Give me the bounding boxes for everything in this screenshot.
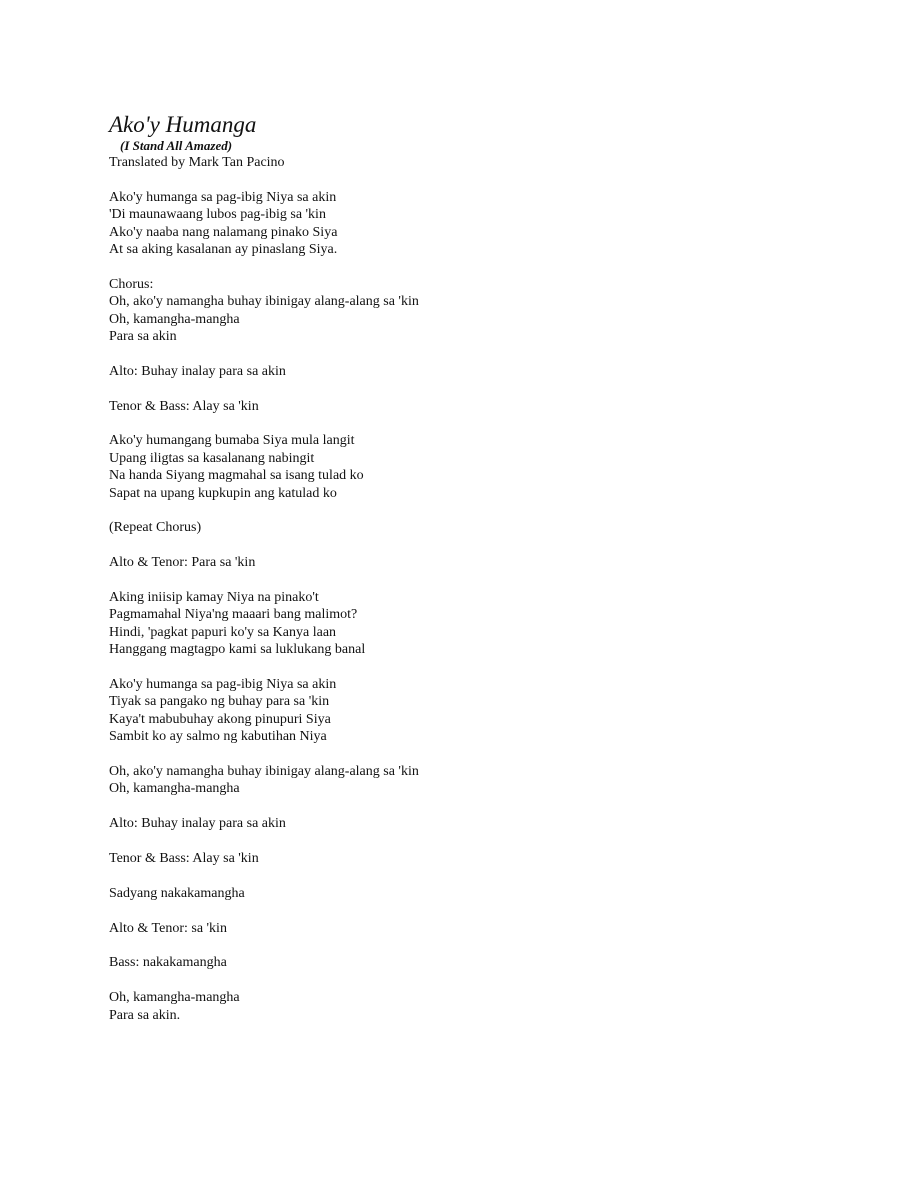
stanza bbox=[109, 432, 869, 502]
lyric-line: At sa aking kasalanan ay pinaslang Siya. bbox=[109, 242, 338, 258]
song-title: Ako'y Humanga bbox=[109, 112, 257, 137]
stanza bbox=[109, 815, 869, 832]
lyric-line: Sambit ko ay salmo ng kabutihan Niya bbox=[109, 729, 327, 745]
stanza bbox=[109, 989, 869, 1024]
lyric-line: Alto & Tenor: Para sa 'kin bbox=[109, 555, 256, 571]
lyric-line: Alto: Buhay inalay para sa akin bbox=[109, 363, 286, 379]
translator-byline: Translated by Mark Tan Pacino bbox=[109, 155, 285, 170]
lyrics-body bbox=[109, 189, 869, 1024]
stanza bbox=[109, 676, 869, 746]
lyric-line: Para sa akin bbox=[109, 329, 177, 345]
lyric-line: Sadyang nakakamangha bbox=[109, 885, 245, 901]
lyric-line: Oh, ako'y namangha buhay ibinigay alang-alang sa 'kin bbox=[109, 294, 419, 310]
lyric-line: Ako'y humanga sa pag-ibig Niya sa akin bbox=[109, 677, 337, 693]
lyric-line: (Repeat Chorus) bbox=[109, 520, 202, 536]
lyric-line: Tenor & Bass: Alay sa 'kin bbox=[109, 398, 259, 414]
lyric-line: Kaya't mabubuhay akong pinupuri Siya bbox=[109, 711, 331, 727]
lyric-line: Chorus: bbox=[109, 276, 154, 292]
stanza bbox=[109, 398, 869, 415]
stanza bbox=[109, 189, 869, 259]
stanza bbox=[109, 554, 869, 571]
stanza bbox=[109, 589, 869, 659]
lyric-line: Bass: nakakamangha bbox=[109, 955, 227, 971]
stanza bbox=[109, 885, 869, 902]
lyric-line: Hindi, 'pagkat papuri ko'y sa Kanya laan bbox=[109, 624, 337, 640]
lyric-line: Ako'y humanga sa pag-ibig Niya sa akin bbox=[109, 189, 337, 205]
lyric-line: Ako'y naaba nang nalamang pinako Siya bbox=[109, 224, 338, 240]
song-subtitle: (I Stand All Amazed) bbox=[120, 138, 233, 153]
lyric-line: Tenor & Bass: Alay sa 'kin bbox=[109, 851, 259, 867]
stanza bbox=[109, 850, 869, 867]
lyric-line: Ako'y humangang bumaba Siya mula langit bbox=[109, 433, 355, 449]
lyric-line: Aking iniisip kamay Niya na pinako't bbox=[109, 590, 319, 606]
stanza bbox=[109, 763, 869, 798]
lyric-line: Upang iligtas sa kasalanang nabingit bbox=[109, 450, 315, 466]
stanza bbox=[109, 276, 869, 346]
lyric-line: Alto & Tenor: sa 'kin bbox=[109, 920, 227, 936]
lyric-line: Oh, kamangha-mangha bbox=[109, 311, 240, 327]
lyric-line: Oh, ako'y namangha buhay ibinigay alang-alang sa 'kin bbox=[109, 764, 419, 780]
lyric-line: 'Di maunawaang lubos pag-ibig sa 'kin bbox=[109, 207, 326, 223]
stanza bbox=[109, 920, 869, 937]
lyric-line: Na handa Siyang magmahal sa isang tulad ko bbox=[109, 468, 364, 484]
lyric-line: Oh, kamangha-mangha bbox=[109, 781, 240, 797]
stanza bbox=[109, 363, 869, 380]
lyric-line: Para sa akin. bbox=[109, 1007, 181, 1023]
lyric-line: Oh, kamangha-mangha bbox=[109, 990, 240, 1006]
stanza bbox=[109, 954, 869, 971]
lyric-line: Hanggang magtagpo kami sa luklukang banal bbox=[109, 642, 366, 658]
lyric-line: Sapat na upang kupkupin ang katulad ko bbox=[109, 485, 337, 501]
lyric-line: Tiyak sa pangako ng buhay para sa 'kin bbox=[109, 694, 330, 710]
lyrics-page bbox=[109, 112, 869, 1024]
lyric-line: Alto: Buhay inalay para sa akin bbox=[109, 816, 286, 832]
lyric-line: Pagmamahal Niya'ng maaari bang malimot? bbox=[109, 607, 358, 623]
stanza bbox=[109, 519, 869, 536]
